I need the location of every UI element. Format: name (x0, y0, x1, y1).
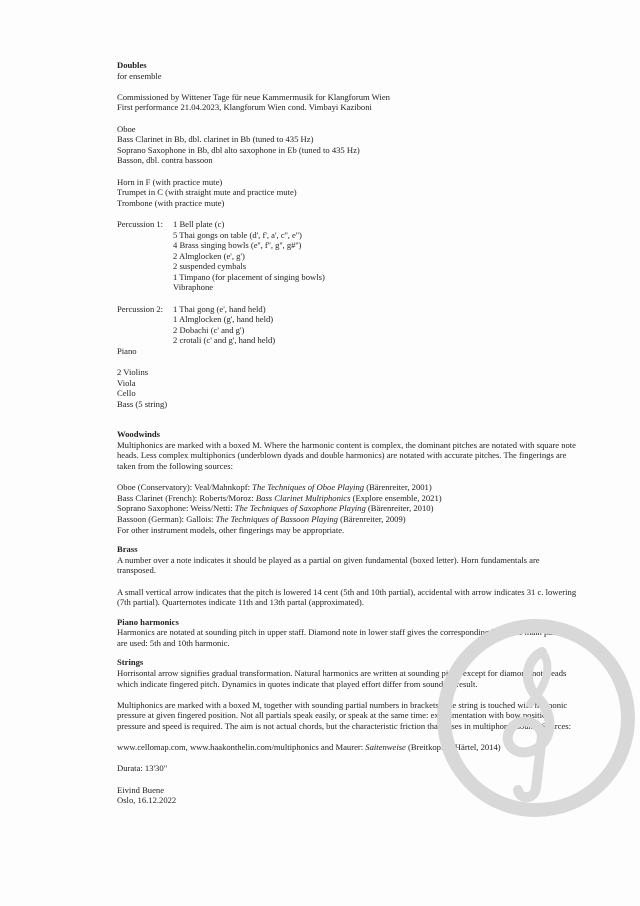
section-heading: Brass (117, 544, 138, 555)
percussion-item: 2 Almglocken (e', g') (173, 250, 245, 261)
instrument-line: Basson, dbl. contra bassoon (117, 155, 213, 166)
percussion-1-label: Percussion 1: (117, 218, 164, 229)
instrument-line: Trumpet in C (with straight mute and practice mute) (117, 187, 297, 198)
percussion-item: 2 Dobachi (c' and g') (173, 324, 245, 335)
instrument-line: Bass (5 string) (117, 399, 168, 409)
source-line (117, 482, 577, 493)
woodwinds-intro: Multiphonics are marked with a boxed M. Where the harmonic content is complex, the dominant pitches are notated with square note heads. Less complex multiphonics (underblown dyads and double harmonics) are notated with accurate pitches. The fingerings are taken from the following sources: (117, 439, 576, 471)
percussion-item: 2 crotali (c' and g', hand held) (173, 335, 276, 346)
source-work: Saitenweise (365, 742, 406, 753)
source-work: Bass Clarinet Multiphonics (255, 492, 351, 503)
source-line (117, 514, 577, 525)
page-content (117, 60, 577, 806)
source-author: Soprano Saxophone: Weiss/Netti: (117, 503, 235, 514)
source-publisher: (Bärenreiter, 2010) (365, 503, 434, 514)
percussion-item: 1 Timpano (for placement of singing bowls) (173, 271, 325, 282)
source-line (117, 493, 577, 504)
instrument-line: Horn in F (with practice mute) (117, 176, 223, 187)
instrument-brass (117, 177, 577, 209)
instrument-line: Bass Clarinet in Bb, dbl. clarinet in Bb (tuned to 435 Hz) (117, 134, 314, 145)
section-heading: Piano harmonics (117, 616, 179, 627)
section-piano-harmonics (117, 617, 577, 649)
work-title: Doubles (117, 60, 147, 70)
premiere-line: First performance 21.04.2023, Klangforum Wien cond. Vimbayi Kaziboni (117, 102, 372, 113)
brass-paragraph-1: A number over a note indicates it should be played as a partial on given fundamental (boxed letter). Horn fundamentals are transposed. (117, 554, 540, 576)
instrument-woodwinds (117, 124, 577, 166)
percussion-item: 1 Almglocken (g', hand held) (173, 314, 274, 325)
instrument-strings (117, 367, 577, 409)
instrument-percussion-2 (117, 304, 577, 346)
strings-paragraph-1: Horrisontal arrow signifies gradual transformation. Natural harmonics are written at sounding pitch, except for diamond noteheads which indicate fingered pitch. Dynamics in quotes indicate that played effort differ from sounding result. (117, 668, 567, 689)
percussion-item: 2 suspended cymbals (173, 261, 247, 272)
sources-links: www.cellomap.com, www.haakonthelin.com/multiphonics and Maurer: (117, 742, 366, 753)
woodwinds-note: For other instrument models, other fingerings may be appropriate. (117, 524, 345, 535)
instrument-line: Cello (117, 388, 136, 399)
instrument-percussion-1 (117, 219, 577, 293)
section-brass (117, 544, 577, 608)
commission-line: Commissioned by Wittener Tage für neue Kammermusik for Klangforum Wien (117, 91, 390, 102)
percussion-item: 1 Thai gong (e', hand held) (173, 303, 266, 314)
section-heading: Strings (117, 657, 144, 668)
section-strings (117, 657, 577, 805)
source-author: Bass Clarinet (French): Roberts/Moroz: (117, 492, 256, 503)
source-line (117, 503, 577, 514)
work-subtitle: for ensemble (117, 70, 162, 81)
section-woodwinds (117, 429, 577, 535)
source-work: The Techniques of Oboe Playing (252, 482, 365, 493)
composer-name: Eivind Buene (117, 784, 165, 795)
instrument-line: 2 Violins (117, 367, 149, 378)
percussion-item: Vibraphone (173, 282, 214, 293)
source-author: Oboe (Conservatory): Veal/Mahnkopf: (117, 482, 253, 493)
source-publisher: (Breitkopf & Härtel, 2014) (405, 742, 501, 753)
source-publisher: (Bärenreiter, 2001) (364, 482, 432, 493)
instrument-line: Oboe (117, 123, 136, 134)
instrument-piano: Piano (117, 346, 137, 357)
brass-paragraph-2: A small vertical arrow indicates that the pitch is lowered 14 cent (5th and 10th partial), accidental with arrow indicates 31 c. lowering (7th partial). Quarternotes indicate 11th and 13th partal (approximated). (117, 586, 577, 608)
piano-paragraph: Harmonics are notated at sounding pitch in upper staff. Diamond note in lower staff gives the corresponding key. Two main partials are used: 5th and 10th harmonic. (117, 627, 570, 648)
instrument-line: Soprano Saxophone in Bb, dbl alto saxophone in Eb (tuned to 435 Hz) (117, 144, 360, 155)
percussion-item: 4 Brass singing bowls (e'', f'', g'', g#'') (173, 240, 302, 251)
source-author: Bassoon (German): Gallois: (117, 513, 216, 524)
instrument-line: Trombone (with practice mute) (117, 197, 225, 208)
source-work: The Techniques of Bassoon Playing (215, 513, 338, 524)
instrument-line: Viola (117, 377, 136, 388)
strings-sources (117, 742, 577, 753)
source-publisher: (Explore ensemble, 2021) (350, 492, 442, 503)
source-publisher: (Bärenreiter, 2009) (337, 513, 406, 524)
strings-paragraph-2: Multiphonics are marked with a boxed M, together with sounding partial numbers in brackets. The string is touched with harmonic pressure at given fingered position. Not all partials speak easily, or speak at the same time: experimentation with bow position, pressure and speed is required. The aim is not actual chords, but the characteristic friction that arises in multiphonic sound. Sources: (117, 699, 571, 732)
percussion-item: 5 Thai gongs on table (d', f', a', c'', e'') (173, 229, 302, 240)
source-work: The Techniques of Saxophone Playing (234, 503, 366, 514)
section-heading: Woodwinds (117, 429, 160, 440)
percussion-2-label: Percussion 2: (117, 303, 164, 314)
place-date: Oslo, 16.12.2022 (117, 795, 177, 806)
duration: Durata: 13'30" (117, 763, 168, 774)
percussion-item: 1 Bell plate (c) (173, 218, 225, 229)
